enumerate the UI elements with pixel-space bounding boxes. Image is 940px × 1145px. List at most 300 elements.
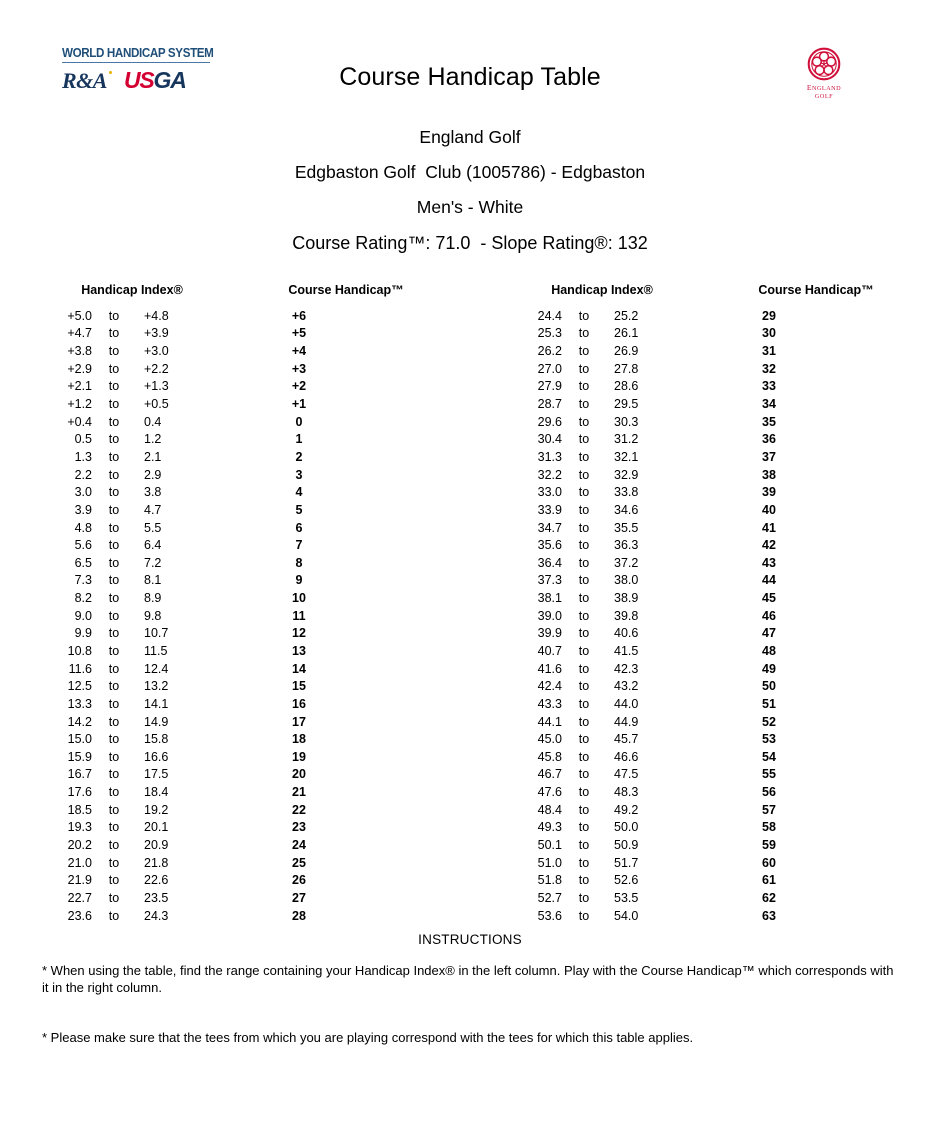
course-handicap-value: 60: [762, 855, 776, 870]
course-handicap-value: 11: [292, 608, 306, 623]
table-row: [470, 889, 940, 907]
index-range-from: 21.9: [67, 873, 92, 888]
index-range-from: 28.7: [537, 397, 562, 412]
index-range-from: 3.9: [74, 502, 92, 517]
course-handicap-value: 48: [762, 643, 776, 658]
table-row: [470, 342, 940, 360]
table-row: [0, 730, 470, 748]
range-separator: to: [578, 520, 590, 535]
range-separator: to: [578, 326, 590, 341]
table-row: [0, 466, 470, 484]
range-separator: to: [108, 608, 120, 623]
index-range-to: 27.8: [614, 361, 639, 376]
index-range-to: 9.8: [144, 608, 162, 623]
page-title: Course Handicap Table: [339, 63, 601, 91]
course-handicap-value: +5: [291, 326, 307, 341]
whs-wordmark: WORLD HANDICAP SYSTEM: [62, 46, 214, 60]
course-handicap-value: 46: [762, 608, 776, 623]
range-separator: to: [578, 502, 590, 517]
index-range-from: 36.4: [537, 555, 562, 570]
table-row: [470, 536, 940, 554]
range-separator: to: [578, 626, 590, 641]
table-row: [470, 713, 940, 731]
instructions-paragraph-1: * When using the table, find the range containing your Handicap Index® in the left column. Play with the Course Handicap™ which corresponds with it in the right column.: [42, 963, 894, 995]
randa-label: R&A: [62, 68, 107, 93]
range-separator: to: [108, 714, 120, 729]
index-range-from: 33.0: [537, 485, 562, 500]
course-handicap-value: 57: [762, 802, 776, 817]
index-range-from: 17.6: [67, 785, 92, 800]
index-range-from: 48.4: [537, 802, 562, 817]
index-range-from: 0.5: [74, 432, 92, 447]
index-range-from: 19.3: [67, 820, 92, 835]
course-handicap-value: 54: [762, 749, 776, 764]
course-handicap-value: 10: [292, 591, 306, 606]
index-range-to: 53.5: [614, 890, 639, 905]
handicap-tables: [0, 283, 940, 924]
index-range-to: 12.4: [144, 661, 169, 676]
index-range-to: 47.5: [614, 767, 639, 782]
index-range-from: 45.8: [537, 749, 562, 764]
index-range-to: 36.3: [614, 538, 639, 553]
index-range-from: 4.8: [74, 520, 92, 535]
index-range-to: 7.2: [144, 555, 162, 570]
index-range-to: 42.3: [614, 661, 639, 676]
course-handicap-value: 26: [292, 873, 306, 888]
index-range-to: 30.3: [614, 414, 639, 429]
index-range-to: 15.8: [144, 732, 169, 747]
table-row: [0, 695, 470, 713]
table-row: [0, 660, 470, 678]
course-handicap-value: 15: [292, 679, 306, 694]
course-handicap-value: 16: [292, 696, 306, 711]
course-handicap-value: 12: [292, 626, 306, 641]
range-separator: to: [108, 308, 120, 323]
rating-line: Course Rating™: 71.0 - Slope Rating®: 132: [292, 233, 648, 253]
index-range-from: 24.4: [537, 308, 562, 323]
index-range-to: 43.2: [614, 679, 639, 694]
range-separator: to: [108, 485, 120, 500]
course-handicap-value: 36: [762, 432, 776, 447]
index-range-to: 32.9: [614, 467, 639, 482]
course-handicap-value: 51: [762, 696, 776, 711]
course-handicap-value: 61: [762, 873, 776, 888]
index-range-from: 29.6: [537, 414, 562, 429]
england-golf-line2: GOLF: [814, 93, 834, 101]
table-row: [470, 625, 940, 643]
course-handicap-value: 33: [762, 379, 776, 394]
index-range-from: +2.1: [67, 379, 92, 394]
range-separator: to: [578, 361, 590, 376]
table-row: [0, 625, 470, 643]
index-range-from: 26.2: [537, 344, 562, 359]
course-handicap-value: 24: [292, 838, 306, 853]
course-handicap-value: 23: [292, 820, 306, 835]
index-range-to: 51.7: [614, 855, 639, 870]
index-range-from: 15.9: [67, 749, 92, 764]
handicap-table-left: [0, 283, 470, 924]
course-handicap-value: 52: [762, 714, 776, 729]
index-range-from: 21.0: [67, 855, 92, 870]
index-range-from: 27.9: [537, 379, 562, 394]
index-range-from: +3.8: [67, 344, 92, 359]
course-handicap-value: 63: [762, 908, 776, 923]
table-row: [0, 501, 470, 519]
range-separator: to: [108, 397, 120, 412]
table-row: [0, 889, 470, 907]
index-range-to: 32.1: [614, 449, 639, 464]
index-range-to: 45.7: [614, 732, 639, 747]
range-separator: to: [578, 767, 590, 782]
index-range-from: 22.7: [67, 890, 92, 905]
course-handicap-value: 59: [762, 838, 776, 853]
index-range-to: 22.6: [144, 873, 169, 888]
table-row: [470, 501, 940, 519]
table-row: [470, 519, 940, 537]
range-separator: to: [578, 890, 590, 905]
course-handicap-value: +2: [291, 379, 307, 394]
index-range-to: 13.2: [144, 679, 169, 694]
range-separator: to: [108, 520, 120, 535]
index-range-from: 30.4: [537, 432, 562, 447]
range-separator: to: [108, 661, 120, 676]
range-separator: to: [108, 908, 120, 923]
index-range-from: 33.9: [537, 502, 562, 517]
index-range-from: +1.2: [67, 397, 92, 412]
range-separator: to: [578, 432, 590, 447]
course-handicap-value: 25: [292, 855, 306, 870]
table-row: [470, 430, 940, 448]
table-row: [470, 907, 940, 925]
index-range-to: 18.4: [144, 785, 169, 800]
course-handicap-value: +1: [291, 397, 307, 412]
table-row: [0, 766, 470, 784]
table-row: [0, 836, 470, 854]
range-separator: to: [108, 326, 120, 341]
table-row: [470, 607, 940, 625]
range-separator: to: [578, 344, 590, 359]
range-separator: to: [108, 732, 120, 747]
table-row: [470, 854, 940, 872]
range-separator: to: [108, 820, 120, 835]
table-row: [470, 307, 940, 325]
table-row: [0, 307, 470, 325]
index-range-to: 20.1: [144, 820, 169, 835]
right-column-headers: [470, 283, 940, 307]
table-row: [470, 378, 940, 396]
table-row: [470, 572, 940, 590]
header-handicap-index: Handicap Index®: [551, 283, 653, 297]
right-table-body: [470, 307, 940, 924]
table-row: [470, 554, 940, 572]
index-range-from: 46.7: [537, 767, 562, 782]
index-range-to: +4.8: [144, 308, 169, 323]
range-separator: to: [578, 414, 590, 429]
range-separator: to: [108, 626, 120, 641]
range-separator: to: [578, 873, 590, 888]
range-separator: to: [108, 767, 120, 782]
course-handicap-value: +6: [291, 308, 307, 323]
index-range-from: 53.6: [537, 908, 562, 923]
index-range-to: 8.9: [144, 591, 162, 606]
range-separator: to: [578, 696, 590, 711]
index-range-to: 14.1: [144, 696, 169, 711]
index-range-to: 26.1: [614, 326, 639, 341]
course-handicap-value: 2: [295, 449, 303, 464]
index-range-from: 9.0: [74, 608, 92, 623]
range-separator: to: [578, 608, 590, 623]
table-row: [470, 325, 940, 343]
index-range-to: +2.2: [144, 361, 169, 376]
index-range-from: 39.0: [537, 608, 562, 623]
index-range-from: 13.3: [67, 696, 92, 711]
club-name: Edgbaston Golf Club (1005786) - Edgbaston: [294, 162, 646, 182]
table-row: [0, 448, 470, 466]
index-range-from: 31.3: [537, 449, 562, 464]
table-row: [0, 589, 470, 607]
range-separator: to: [108, 432, 120, 447]
index-range-to: 29.5: [614, 397, 639, 412]
index-range-from: 50.1: [537, 838, 562, 853]
table-row: [470, 819, 940, 837]
index-range-to: 41.5: [614, 643, 639, 658]
table-row: [470, 413, 940, 431]
course-handicap-value: 45: [762, 591, 776, 606]
index-range-from: 10.8: [67, 643, 92, 658]
course-handicap-value: 47: [762, 626, 776, 641]
index-range-from: 34.7: [537, 520, 562, 535]
index-range-to: 10.7: [144, 626, 169, 641]
index-range-from: 41.6: [537, 661, 562, 676]
course-handicap-value: 31: [762, 344, 776, 359]
table-row: [0, 360, 470, 378]
course-handicap-value: 42: [762, 538, 776, 553]
range-separator: to: [108, 379, 120, 394]
usga-ga-label: GA: [153, 67, 186, 93]
index-range-to: 28.6: [614, 379, 639, 394]
course-handicap-value: 29: [762, 308, 776, 323]
index-range-to: 16.6: [144, 749, 169, 764]
range-separator: to: [108, 591, 120, 606]
table-row: [0, 413, 470, 431]
range-separator: to: [578, 467, 590, 482]
index-range-to: +3.0: [144, 344, 169, 359]
course-handicap-value: 1: [295, 432, 303, 447]
index-range-to: 48.3: [614, 785, 639, 800]
index-range-to: 44.0: [614, 696, 639, 711]
course-handicap-value: 43: [762, 555, 776, 570]
table-row: [0, 677, 470, 695]
index-range-to: 26.9: [614, 344, 639, 359]
index-range-to: 5.5: [144, 520, 162, 535]
course-handicap-value: 22: [292, 802, 306, 817]
index-range-to: 24.3: [144, 908, 169, 923]
instructions-section: [0, 932, 940, 1047]
table-row: [0, 783, 470, 801]
index-range-from: 9.9: [74, 626, 92, 641]
index-range-to: 4.7: [144, 502, 162, 517]
table-row: [470, 589, 940, 607]
left-table-body: [0, 307, 470, 924]
index-range-from: 5.6: [74, 538, 92, 553]
index-range-to: 19.2: [144, 802, 169, 817]
table-row: [470, 730, 940, 748]
course-handicap-value: 53: [762, 732, 776, 747]
course-handicap-value: 6: [295, 520, 303, 535]
range-separator: to: [578, 838, 590, 853]
table-row: [470, 801, 940, 819]
range-separator: to: [108, 873, 120, 888]
course-handicap-value: 49: [762, 661, 776, 676]
course-handicap-value: +3: [291, 361, 307, 376]
index-range-to: 0.4: [144, 414, 162, 429]
range-separator: to: [578, 538, 590, 553]
index-range-to: 20.9: [144, 838, 169, 853]
index-range-to: +3.9: [144, 326, 169, 341]
course-handicap-value: 35: [762, 414, 776, 429]
range-separator: to: [108, 643, 120, 658]
table-row: [470, 766, 940, 784]
instructions-paragraph-2: * Please make sure that the tees from which you are playing correspond with the tees for which this table applies.: [42, 1030, 694, 1045]
course-handicap-value: 5: [295, 502, 303, 517]
index-range-from: 14.2: [67, 714, 92, 729]
course-handicap-value: 56: [762, 785, 776, 800]
table-row: [470, 748, 940, 766]
range-separator: to: [108, 449, 120, 464]
table-row: [470, 483, 940, 501]
table-row: [0, 572, 470, 590]
table-row: [470, 872, 940, 890]
usga-us-label: US: [123, 67, 154, 93]
index-range-from: 35.6: [537, 538, 562, 553]
index-range-from: 39.9: [537, 626, 562, 641]
index-range-from: 32.2: [537, 467, 562, 482]
index-range-from: +4.7: [67, 326, 92, 341]
range-separator: to: [578, 573, 590, 588]
index-range-from: 8.2: [74, 591, 92, 606]
course-handicap-value: 17: [292, 714, 306, 729]
instructions-title: INSTRUCTIONS: [418, 932, 522, 947]
index-range-from: 11.6: [68, 661, 92, 676]
course-handicap-value: 28: [292, 908, 306, 923]
header-course-handicap: Course Handicap™: [288, 283, 404, 297]
table-row: [0, 430, 470, 448]
tee-set: Men's - White: [416, 197, 524, 217]
range-separator: to: [578, 749, 590, 764]
index-range-to: 2.9: [144, 467, 162, 482]
course-handicap-value: 27: [292, 890, 306, 905]
course-handicap-value: 8: [295, 555, 303, 570]
range-separator: to: [108, 467, 120, 482]
index-range-from: 6.5: [74, 555, 92, 570]
table-row: [470, 395, 940, 413]
england-golf-line1: ENGLAND: [806, 83, 842, 92]
course-handicap-value: +4: [291, 344, 307, 359]
table-row: [0, 536, 470, 554]
left-column-headers: [0, 283, 470, 307]
index-range-to: 25.2: [614, 308, 639, 323]
range-separator: to: [108, 802, 120, 817]
index-range-from: 7.3: [74, 573, 92, 588]
index-range-from: 51.0: [537, 855, 562, 870]
index-range-to: 31.2: [614, 432, 639, 447]
index-range-to: 35.5: [614, 520, 639, 535]
index-range-from: 37.3: [537, 573, 562, 588]
table-row: [0, 801, 470, 819]
table-row: [0, 872, 470, 890]
range-separator: to: [108, 749, 120, 764]
index-range-to: 38.0: [614, 573, 639, 588]
header-course-handicap: Course Handicap™: [758, 283, 874, 297]
course-handicap-value: 14: [292, 661, 306, 676]
index-range-to: 11.5: [144, 643, 168, 658]
course-handicap-value: 38: [762, 467, 776, 482]
index-range-to: 3.8: [144, 485, 162, 500]
range-separator: to: [578, 714, 590, 729]
index-range-from: 47.6: [537, 785, 562, 800]
index-range-from: 42.4: [537, 679, 562, 694]
index-range-to: 44.9: [614, 714, 639, 729]
index-range-from: 38.1: [537, 591, 562, 606]
index-range-from: 18.5: [67, 802, 92, 817]
index-range-to: 6.4: [144, 538, 162, 553]
table-row: [0, 342, 470, 360]
table-row: [470, 466, 940, 484]
range-separator: to: [108, 838, 120, 853]
range-separator: to: [108, 414, 120, 429]
index-range-from: 16.7: [67, 767, 92, 782]
table-row: [470, 360, 940, 378]
course-handicap-value: 19: [292, 749, 306, 764]
index-range-to: 2.1: [144, 449, 162, 464]
course-handicap-value: 41: [762, 520, 776, 535]
table-row: [470, 783, 940, 801]
range-separator: to: [578, 379, 590, 394]
range-separator: to: [108, 573, 120, 588]
index-range-to: 40.6: [614, 626, 639, 641]
course-handicap-value: 0: [295, 414, 303, 429]
index-range-to: 21.8: [144, 855, 169, 870]
index-range-to: 23.5: [144, 890, 169, 905]
index-range-from: 52.7: [537, 890, 562, 905]
range-separator: to: [108, 361, 120, 376]
range-separator: to: [578, 855, 590, 870]
table-row: [470, 677, 940, 695]
organisation-name: England Golf: [419, 127, 521, 147]
index-range-from: 2.2: [74, 467, 92, 482]
course-handicap-value: 4: [295, 485, 303, 500]
course-handicap-value: 44: [762, 573, 776, 588]
range-separator: to: [108, 502, 120, 517]
course-handicap-value: 39: [762, 485, 776, 500]
index-range-to: 49.2: [614, 802, 639, 817]
index-range-from: +5.0: [67, 308, 92, 323]
index-range-from: +0.4: [67, 414, 92, 429]
course-handicap-value: 55: [762, 767, 776, 782]
index-range-from: 27.0: [537, 361, 562, 376]
index-range-to: 54.0: [614, 908, 639, 923]
table-row: [470, 836, 940, 854]
range-separator: to: [108, 855, 120, 870]
range-separator: to: [578, 732, 590, 747]
index-range-to: +0.5: [144, 397, 169, 412]
range-separator: to: [578, 397, 590, 412]
range-separator: to: [108, 679, 120, 694]
table-row: [0, 748, 470, 766]
table-row: [0, 483, 470, 501]
range-separator: to: [578, 555, 590, 570]
course-handicap-value: 13: [292, 643, 306, 658]
